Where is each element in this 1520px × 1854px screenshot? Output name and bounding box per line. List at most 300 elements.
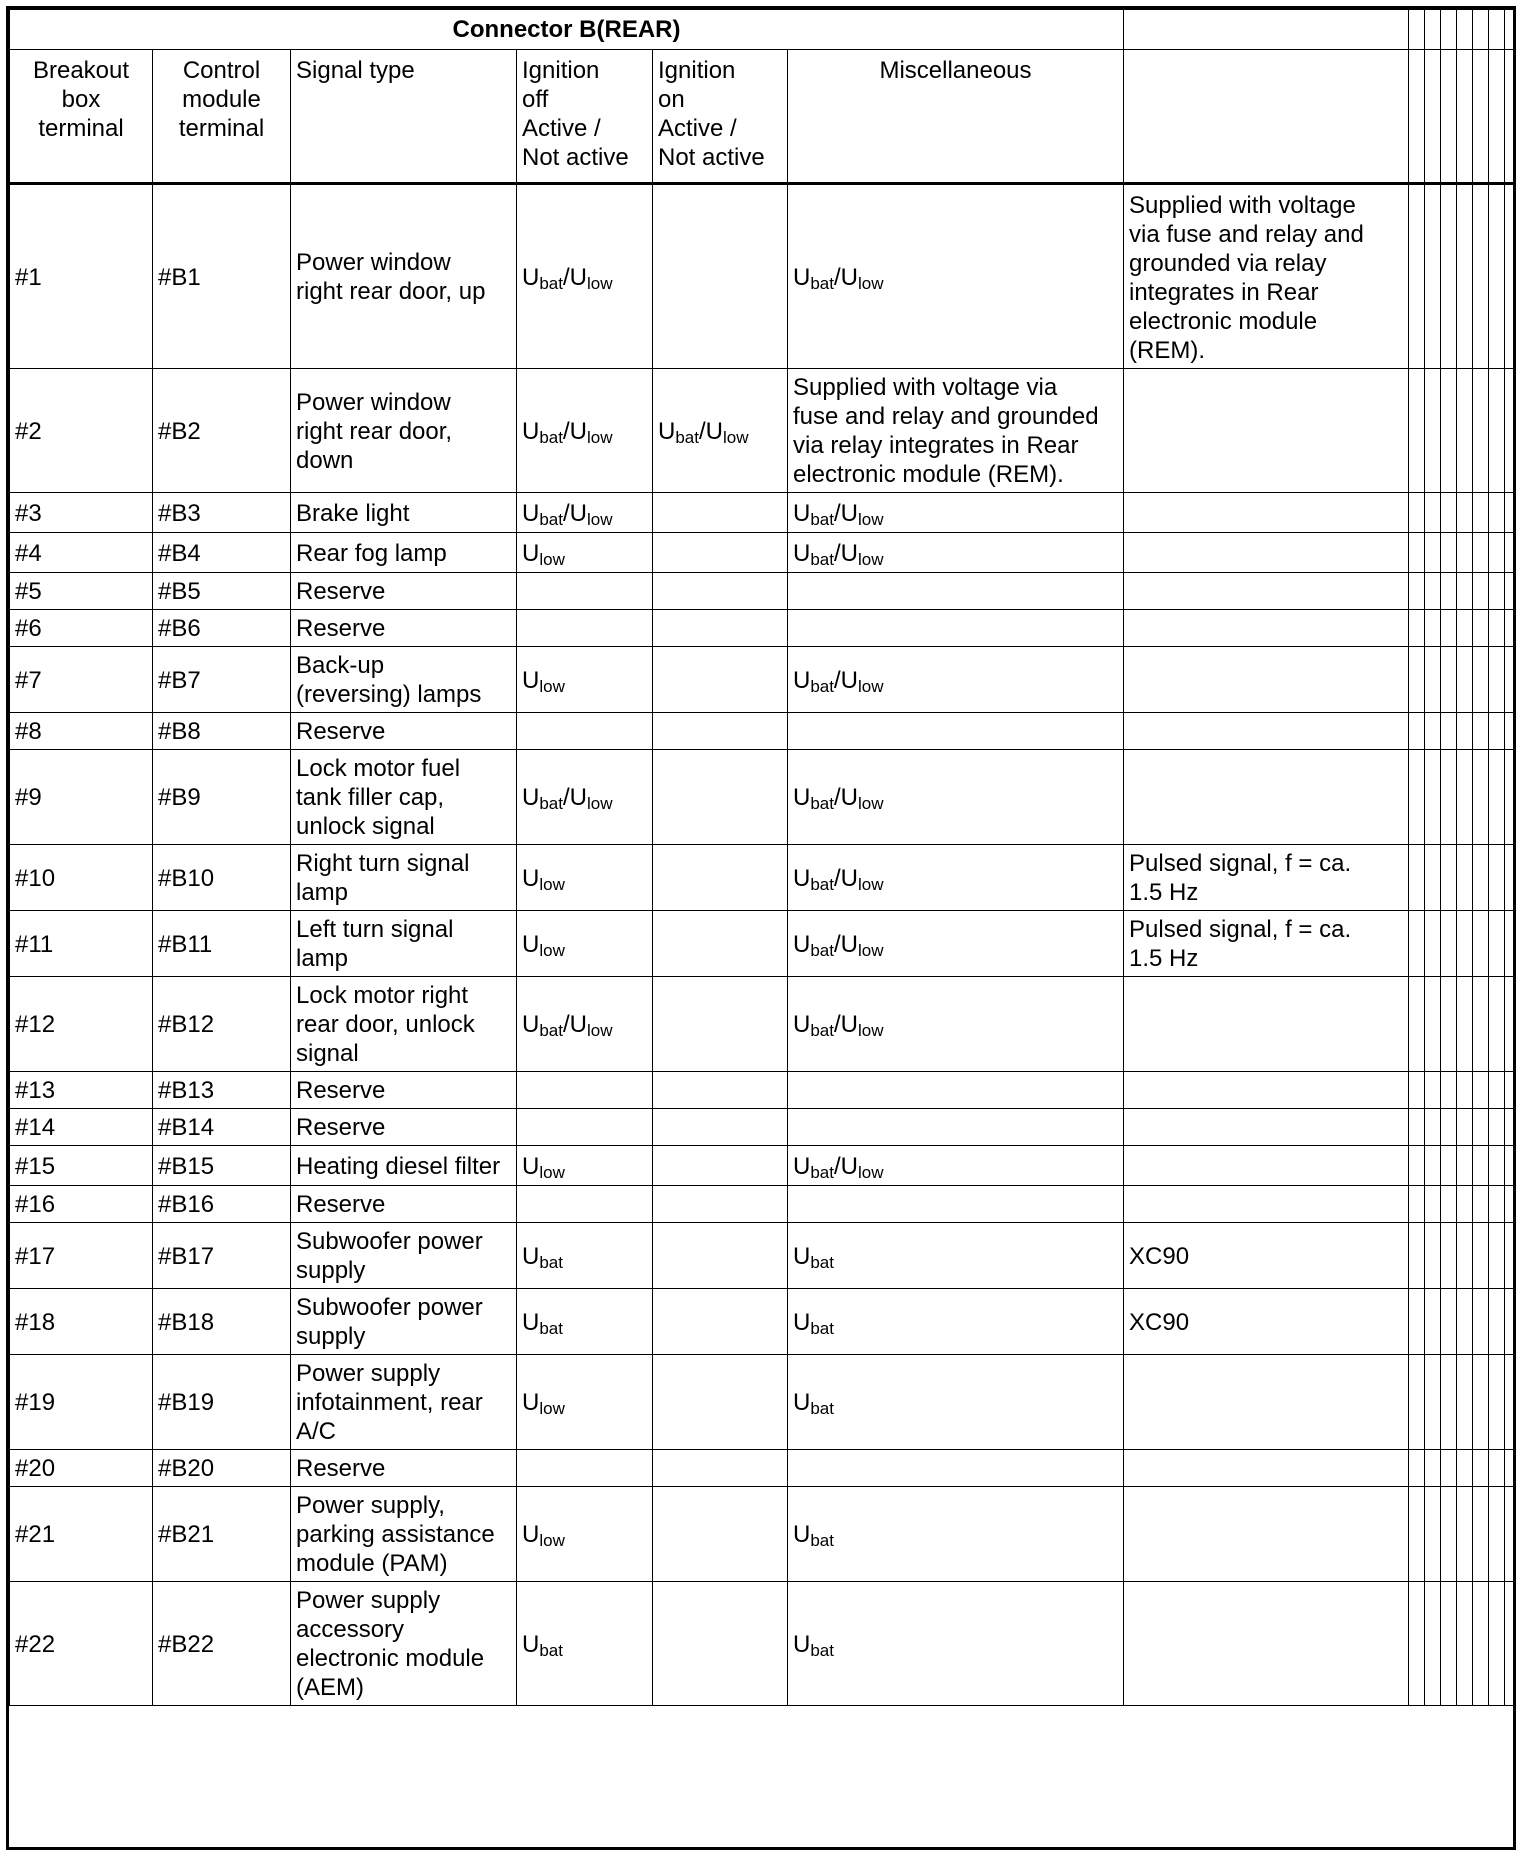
grid-cell	[1489, 1355, 1505, 1450]
miscellaneous-value: $U_{bat}$	[788, 1487, 1124, 1582]
control-terminal: #B20	[153, 1450, 291, 1487]
signal-type: Power supply accessory electronic module (AEM)	[291, 1582, 517, 1706]
grid-cell	[1457, 369, 1473, 493]
table-row	[10, 533, 1517, 573]
grid-cell	[1505, 1487, 1517, 1582]
grid-cell	[1473, 1072, 1489, 1109]
ignition-off-value	[517, 1072, 653, 1109]
control-terminal: #B6	[153, 610, 291, 647]
grid-cell	[1473, 1289, 1489, 1355]
grid-cell	[1473, 1487, 1489, 1582]
breakout-terminal: #8	[10, 713, 153, 750]
grid-cell	[1489, 493, 1505, 533]
grid-cell	[1473, 647, 1489, 713]
signal-type: Subwoofer power supply	[291, 1289, 517, 1355]
ignition-off-value	[517, 610, 653, 647]
grid-cell	[1409, 1582, 1425, 1706]
grid-cell	[1473, 184, 1489, 369]
signal-type: Left turn signal lamp	[291, 911, 517, 977]
grid-cell	[1441, 1582, 1457, 1706]
grid-cell	[1425, 610, 1441, 647]
ignition-off-value: $U_{bat}$	[517, 1582, 653, 1706]
grid-cell	[1409, 1450, 1425, 1487]
grid-cell	[1457, 647, 1473, 713]
grid-cell	[1489, 1146, 1505, 1186]
grid-cell	[1441, 845, 1457, 911]
table-row	[10, 647, 1517, 713]
table-title: Connector B(REAR)	[10, 10, 1124, 50]
grid-cell	[1425, 1072, 1441, 1109]
grid-cell	[1409, 1487, 1425, 1582]
miscellaneous-value: $U_{bat}/U_{low}$	[788, 977, 1124, 1072]
header-ignition-off: Ignition off Active / Not active	[517, 50, 653, 184]
grid-cell	[1425, 845, 1441, 911]
table-row	[10, 977, 1517, 1072]
grid-cell	[1489, 1072, 1505, 1109]
signal-type: Rear fog lamp	[291, 533, 517, 573]
table-row	[10, 1186, 1517, 1223]
ignition-off-value: $U_{low}$	[517, 647, 653, 713]
header-ignition-on: Ignition on Active / Not active	[653, 50, 788, 184]
ignition-off-value	[517, 1109, 653, 1146]
ignition-on-value	[653, 1289, 788, 1355]
signal-type: Reserve	[291, 1072, 517, 1109]
miscellaneous-value: $U_{bat}/U_{low}$	[788, 845, 1124, 911]
grid-cell	[1505, 1186, 1517, 1223]
grid-cell	[1409, 369, 1425, 493]
grid-cell	[1473, 1109, 1489, 1146]
ignition-on-value	[653, 1186, 788, 1223]
grid-cell	[1473, 1146, 1489, 1186]
remarks-value	[1124, 533, 1409, 573]
grid-cell	[1457, 1109, 1473, 1146]
grid-cell	[1489, 573, 1505, 610]
grid-cell	[1489, 977, 1505, 1072]
miscellaneous-value: $U_{bat}/U_{low}$	[788, 184, 1124, 369]
grid-cell	[1505, 1355, 1517, 1450]
table-row	[10, 1487, 1517, 1582]
miscellaneous-value	[788, 573, 1124, 610]
grid-cell	[1409, 1146, 1425, 1186]
control-terminal: #B2	[153, 369, 291, 493]
ignition-on-value	[653, 845, 788, 911]
ignition-off-value: $U_{bat}/U_{low}$	[517, 750, 653, 845]
ignition-on-value	[653, 1146, 788, 1186]
grid-cell	[1425, 533, 1441, 573]
breakout-terminal: #5	[10, 573, 153, 610]
grid-cell	[1425, 573, 1441, 610]
remarks-value	[1124, 1582, 1409, 1706]
control-terminal: #B16	[153, 1186, 291, 1223]
table-row	[10, 1146, 1517, 1186]
grid-cell	[1505, 911, 1517, 977]
grid-cell	[1457, 1186, 1473, 1223]
ignition-on-value	[653, 573, 788, 610]
control-terminal: #B10	[153, 845, 291, 911]
grid-cell	[1441, 647, 1457, 713]
ignition-on-value: $U_{bat}/U_{low}$	[653, 369, 788, 493]
signal-type: Brake light	[291, 493, 517, 533]
grid-cell	[1425, 911, 1441, 977]
table-row	[10, 1355, 1517, 1450]
header-breakout-box: Breakout box terminal	[10, 50, 153, 184]
ignition-off-value	[517, 1450, 653, 1487]
grid-cell	[1441, 1186, 1457, 1223]
grid-cell	[1489, 1487, 1505, 1582]
grid-cell	[1457, 1072, 1473, 1109]
control-terminal: #B3	[153, 493, 291, 533]
breakout-terminal: #3	[10, 493, 153, 533]
control-terminal: #B1	[153, 184, 291, 369]
ignition-on-value	[653, 1487, 788, 1582]
grid-cell	[1425, 1223, 1441, 1289]
ignition-on-value	[653, 533, 788, 573]
miscellaneous-value	[788, 1109, 1124, 1146]
grid-cell	[1457, 845, 1473, 911]
ignition-on-value	[653, 1355, 788, 1450]
remarks-value	[1124, 1072, 1409, 1109]
breakout-terminal: #9	[10, 750, 153, 845]
grid-cell	[1441, 1223, 1457, 1289]
grid-cell	[1473, 573, 1489, 610]
grid-cell	[1457, 977, 1473, 1072]
grid-cell	[1409, 845, 1425, 911]
miscellaneous-value: $U_{bat}/U_{low}$	[788, 647, 1124, 713]
grid-cell	[1441, 573, 1457, 610]
grid-cell	[1441, 1355, 1457, 1450]
signal-type: Reserve	[291, 1186, 517, 1223]
grid-cell	[1425, 713, 1441, 750]
control-terminal: #B15	[153, 1146, 291, 1186]
control-terminal: #B8	[153, 713, 291, 750]
breakout-terminal: #13	[10, 1072, 153, 1109]
ignition-off-value: $U_{bat}/U_{low}$	[517, 977, 653, 1072]
grid-cell	[1457, 911, 1473, 977]
miscellaneous-value	[788, 1186, 1124, 1223]
signal-type: Reserve	[291, 1450, 517, 1487]
grid-cell	[1425, 1289, 1441, 1355]
grid-cell	[1441, 977, 1457, 1072]
header-miscellaneous: Miscellaneous	[788, 50, 1124, 184]
miscellaneous-value: $U_{bat}$	[788, 1289, 1124, 1355]
grid-cell	[1425, 750, 1441, 845]
ignition-off-value	[517, 573, 653, 610]
grid-cell	[1425, 1355, 1441, 1450]
connector-b-document	[6, 6, 1516, 1850]
remarks-value: XC90	[1124, 1223, 1409, 1289]
control-terminal: #B5	[153, 573, 291, 610]
miscellaneous-value: $U_{bat}/U_{low}$	[788, 493, 1124, 533]
grid-cell	[1505, 1289, 1517, 1355]
signal-type: Subwoofer power supply	[291, 1223, 517, 1289]
grid-cell	[1505, 1146, 1517, 1186]
grid-cell	[1505, 1109, 1517, 1146]
table-row	[10, 1109, 1517, 1146]
ignition-off-value: $U_{low}$	[517, 1146, 653, 1186]
ignition-on-value	[653, 1072, 788, 1109]
signal-type: Power supply, parking assistance module (PAM)	[291, 1487, 517, 1582]
grid-cell	[1441, 750, 1457, 845]
grid-cell	[1441, 713, 1457, 750]
miscellaneous-value	[788, 713, 1124, 750]
ignition-off-value: $U_{low}$	[517, 533, 653, 573]
grid-cell	[1505, 1223, 1517, 1289]
remarks-value	[1124, 1355, 1409, 1450]
remarks-value	[1124, 1186, 1409, 1223]
table-row	[10, 493, 1517, 533]
ignition-off-value: $U_{bat}/U_{low}$	[517, 184, 653, 369]
grid-cell	[1505, 610, 1517, 647]
grid-cell	[1409, 713, 1425, 750]
grid-cell	[1505, 1582, 1517, 1706]
blank-cell	[1124, 10, 1409, 50]
table-row	[10, 1582, 1517, 1706]
grid-cell	[1441, 610, 1457, 647]
ignition-on-value	[653, 493, 788, 533]
signal-type: Reserve	[291, 1109, 517, 1146]
grid-cell	[1473, 750, 1489, 845]
grid-cell	[1505, 369, 1517, 493]
grid-cell	[1473, 369, 1489, 493]
grid-cell	[1473, 911, 1489, 977]
control-terminal: #B18	[153, 1289, 291, 1355]
grid-cell	[1489, 911, 1505, 977]
ignition-on-value	[653, 1582, 788, 1706]
control-terminal: #B13	[153, 1072, 291, 1109]
grid-cell	[1473, 977, 1489, 1072]
ignition-on-value	[653, 713, 788, 750]
grid-cell	[1425, 647, 1441, 713]
breakout-terminal: #22	[10, 1582, 153, 1706]
miscellaneous-value: Supplied with voltage via fuse and relay and grounded via relay integrates in Rear electronic module (REM).	[788, 369, 1124, 493]
grid-cell	[1441, 184, 1457, 369]
grid-cell	[1505, 1450, 1517, 1487]
remarks-value	[1124, 1146, 1409, 1186]
grid-cell	[1457, 184, 1473, 369]
miscellaneous-value: $U_{bat}/U_{low}$	[788, 1146, 1124, 1186]
ignition-off-value: $U_{low}$	[517, 1355, 653, 1450]
signal-type: Power supply infotainment, rear A/C	[291, 1355, 517, 1450]
grid-cell	[1441, 1146, 1457, 1186]
table-row	[10, 1289, 1517, 1355]
signal-type: Reserve	[291, 610, 517, 647]
grid-cell	[1505, 493, 1517, 533]
remarks-value: Supplied with voltage via fuse and relay and grounded via relay integrates in Rear electronic module (REM).	[1124, 184, 1409, 369]
table-row	[10, 573, 1517, 610]
control-terminal: #B4	[153, 533, 291, 573]
grid-cell	[1441, 493, 1457, 533]
grid-cell	[1409, 493, 1425, 533]
miscellaneous-value	[788, 1072, 1124, 1109]
signal-type: Power window right rear door, up	[291, 184, 517, 369]
grid-cell	[1489, 369, 1505, 493]
grid-cell	[1409, 911, 1425, 977]
miscellaneous-value	[788, 1450, 1124, 1487]
miscellaneous-value: $U_{bat}$	[788, 1582, 1124, 1706]
remarks-value	[1124, 610, 1409, 647]
table-row	[10, 1072, 1517, 1109]
control-terminal: #B14	[153, 1109, 291, 1146]
remarks-value	[1124, 713, 1409, 750]
grid-cell	[1425, 493, 1441, 533]
grid-cell	[1441, 1487, 1457, 1582]
grid-cell	[1457, 1223, 1473, 1289]
breakout-terminal: #20	[10, 1450, 153, 1487]
grid-cell	[1473, 1355, 1489, 1450]
breakout-terminal: #6	[10, 610, 153, 647]
ignition-on-value	[653, 610, 788, 647]
grid-cell	[1457, 1450, 1473, 1487]
grid-cell	[1409, 750, 1425, 845]
grid-cell	[1489, 1186, 1505, 1223]
control-terminal: #B9	[153, 750, 291, 845]
grid-cell	[1505, 845, 1517, 911]
control-terminal: #B21	[153, 1487, 291, 1582]
breakout-terminal: #10	[10, 845, 153, 911]
grid-cell	[1489, 1289, 1505, 1355]
grid-cell	[1409, 1186, 1425, 1223]
grid-cell	[1473, 713, 1489, 750]
breakout-terminal: #4	[10, 533, 153, 573]
remarks-value	[1124, 369, 1409, 493]
control-terminal: #B7	[153, 647, 291, 713]
grid-cell	[1505, 647, 1517, 713]
ignition-off-value: $U_{bat}/U_{low}$	[517, 369, 653, 493]
grid-cell	[1409, 610, 1425, 647]
ignition-off-value: $U_{bat}/U_{low}$	[517, 493, 653, 533]
remarks-value	[1124, 493, 1409, 533]
grid-cell	[1473, 1450, 1489, 1487]
grid-cell	[1441, 369, 1457, 493]
grid-cell	[1473, 1223, 1489, 1289]
ignition-off-value: $U_{bat}$	[517, 1289, 653, 1355]
grid-cell	[1457, 533, 1473, 573]
ignition-on-value	[653, 184, 788, 369]
table-row	[10, 1223, 1517, 1289]
grid-cell	[1409, 1355, 1425, 1450]
ignition-off-value	[517, 713, 653, 750]
grid-cell	[1457, 1582, 1473, 1706]
grid-cell	[1441, 1072, 1457, 1109]
grid-cell	[1489, 1582, 1505, 1706]
header-blank	[1124, 50, 1409, 184]
grid-cell	[1473, 1186, 1489, 1223]
control-terminal: #B22	[153, 1582, 291, 1706]
signal-type: Lock motor right rear door, unlock signal	[291, 977, 517, 1072]
signal-type: Back-up (reversing) lamps	[291, 647, 517, 713]
ignition-on-value	[653, 1223, 788, 1289]
grid-cell	[1505, 1072, 1517, 1109]
signal-type: Heating diesel filter	[291, 1146, 517, 1186]
grid-cell	[1409, 184, 1425, 369]
breakout-terminal: #2	[10, 369, 153, 493]
grid-cell	[1457, 493, 1473, 533]
miscellaneous-value: $U_{bat}$	[788, 1355, 1124, 1450]
table-row	[10, 911, 1517, 977]
grid-cell	[1457, 750, 1473, 845]
grid-cell	[1505, 977, 1517, 1072]
remarks-value: Pulsed signal, f = ca. 1.5 Hz	[1124, 845, 1409, 911]
grid-cell	[1409, 1109, 1425, 1146]
table-row	[10, 369, 1517, 493]
ignition-on-value	[653, 977, 788, 1072]
grid-cell	[1425, 1186, 1441, 1223]
grid-cell	[1425, 977, 1441, 1072]
breakout-terminal: #12	[10, 977, 153, 1072]
remarks-value	[1124, 750, 1409, 845]
breakout-terminal: #1	[10, 184, 153, 369]
grid-cell	[1457, 1355, 1473, 1450]
ignition-off-value: $U_{bat}$	[517, 1223, 653, 1289]
grid-cell	[1441, 533, 1457, 573]
miscellaneous-value: $U_{bat}$	[788, 1223, 1124, 1289]
breakout-terminal: #14	[10, 1109, 153, 1146]
grid-cell	[1489, 184, 1505, 369]
grid-cell	[1505, 750, 1517, 845]
grid-cell	[1489, 1109, 1505, 1146]
signal-type: Power window right rear door, down	[291, 369, 517, 493]
grid-cell	[1473, 493, 1489, 533]
control-terminal: #B19	[153, 1355, 291, 1450]
breakout-terminal: #21	[10, 1487, 153, 1582]
header-signal-type: Signal type	[291, 50, 517, 184]
table-row	[10, 713, 1517, 750]
grid-cell	[1409, 1223, 1425, 1289]
grid-cell	[1457, 610, 1473, 647]
grid-cell	[1409, 573, 1425, 610]
miscellaneous-value: $U_{bat}/U_{low}$	[788, 911, 1124, 977]
ignition-on-value	[653, 1109, 788, 1146]
grid-cell	[1425, 369, 1441, 493]
grid-cell	[1489, 533, 1505, 573]
breakout-terminal: #15	[10, 1146, 153, 1186]
grid-cell	[1473, 533, 1489, 573]
grid-cell	[1489, 845, 1505, 911]
grid-cell	[1505, 713, 1517, 750]
control-terminal: #B11	[153, 911, 291, 977]
miscellaneous-value: $U_{bat}/U_{low}$	[788, 750, 1124, 845]
grid-cell	[1441, 911, 1457, 977]
breakout-terminal: #18	[10, 1289, 153, 1355]
miscellaneous-value	[788, 610, 1124, 647]
table-row	[10, 750, 1517, 845]
table-row	[10, 610, 1517, 647]
grid-cell	[1441, 1109, 1457, 1146]
signal-type: Lock motor fuel tank filler cap, unlock signal	[291, 750, 517, 845]
grid-cell	[1505, 533, 1517, 573]
ignition-off-value: $U_{low}$	[517, 911, 653, 977]
breakout-terminal: #7	[10, 647, 153, 713]
grid-cell	[1473, 1582, 1489, 1706]
miscellaneous-value: $U_{bat}/U_{low}$	[788, 533, 1124, 573]
grid-cell	[1425, 1450, 1441, 1487]
table-row	[10, 845, 1517, 911]
grid-cell	[1489, 1223, 1505, 1289]
breakout-terminal: #16	[10, 1186, 153, 1223]
connector-table	[9, 9, 1516, 1706]
remarks-value	[1124, 1450, 1409, 1487]
control-terminal: #B12	[153, 977, 291, 1072]
grid-cell	[1457, 1146, 1473, 1186]
control-terminal: #B17	[153, 1223, 291, 1289]
remarks-value	[1124, 1109, 1409, 1146]
remarks-value: Pulsed signal, f = ca. 1.5 Hz	[1124, 911, 1409, 977]
signal-type: Right turn signal lamp	[291, 845, 517, 911]
breakout-terminal: #11	[10, 911, 153, 977]
breakout-terminal: #19	[10, 1355, 153, 1450]
table-row	[10, 1450, 1517, 1487]
ignition-on-value	[653, 647, 788, 713]
